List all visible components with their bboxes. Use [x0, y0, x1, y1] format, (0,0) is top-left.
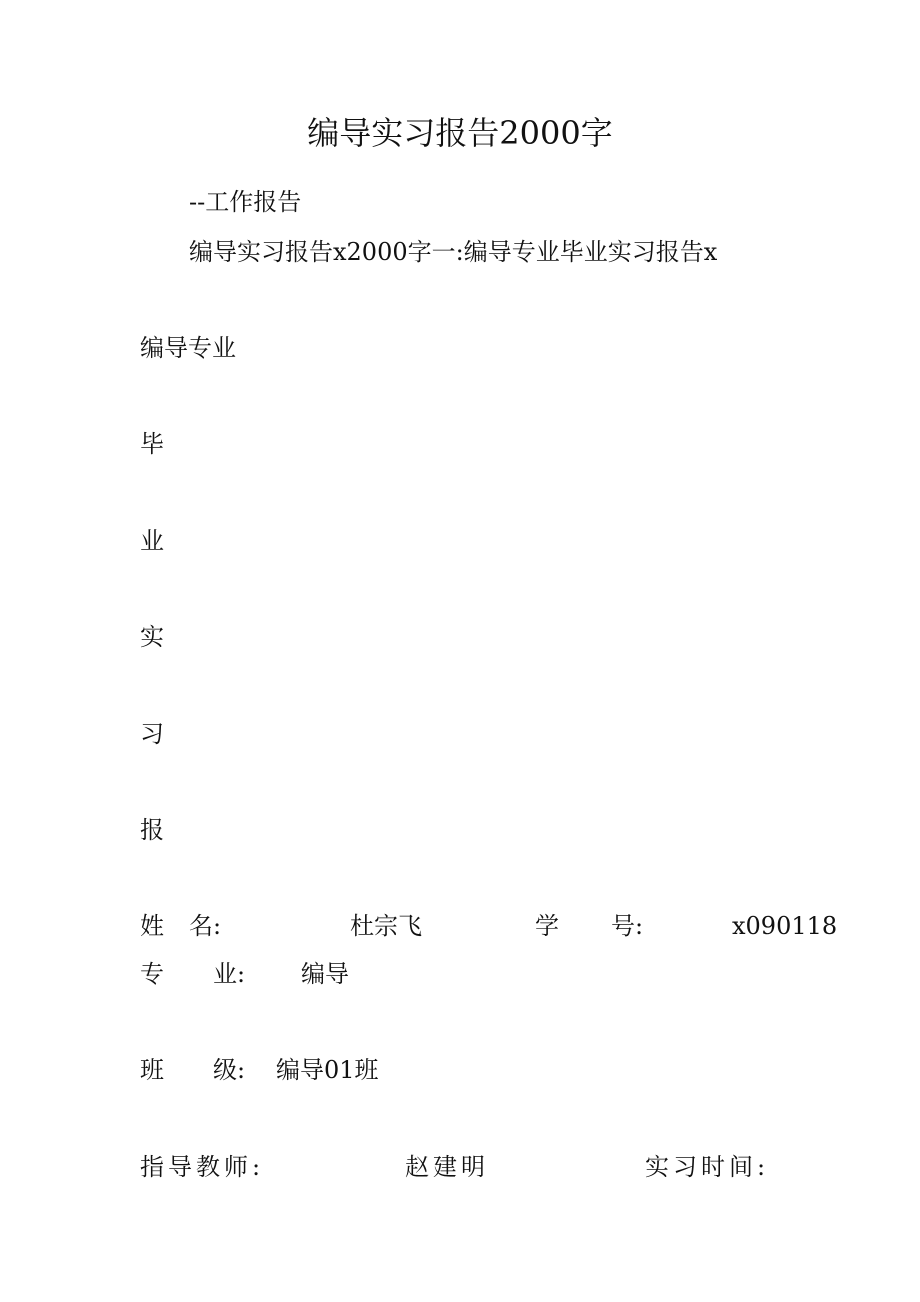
id-label-1: 学	[535, 912, 559, 940]
vertical-char: 业	[140, 527, 164, 555]
vertical-char: 习	[140, 720, 164, 748]
document-title: 编导实习报告2000字	[307, 114, 613, 152]
id-label-2: 号:	[611, 912, 644, 940]
major-value: 编导	[301, 960, 349, 988]
internship-time-label: 实习时间:	[645, 1153, 770, 1181]
class-value: 编导01班	[276, 1056, 379, 1084]
major-heading: 编导专业	[140, 334, 236, 362]
document-subtitle: --工作报告	[189, 188, 302, 216]
vertical-char: 实	[140, 623, 164, 651]
name-value: 杜宗飞	[350, 912, 422, 940]
name-label-2: 名:	[189, 912, 222, 940]
major-label-2: 业:	[213, 960, 246, 988]
vertical-char: 报	[140, 816, 164, 844]
advisor-label: 指导教师:	[140, 1153, 265, 1181]
major-label-1: 专	[140, 960, 164, 988]
class-label-1: 班	[140, 1056, 164, 1084]
name-label-1: 姓	[140, 912, 164, 940]
class-label-2: 级:	[213, 1056, 246, 1084]
id-value: x090118	[732, 912, 838, 940]
vertical-char: 毕	[140, 430, 164, 458]
intro-line: 编导实习报告x2000字一:编导专业毕业实习报告x	[189, 238, 718, 266]
advisor-value: 赵建明	[405, 1153, 489, 1181]
